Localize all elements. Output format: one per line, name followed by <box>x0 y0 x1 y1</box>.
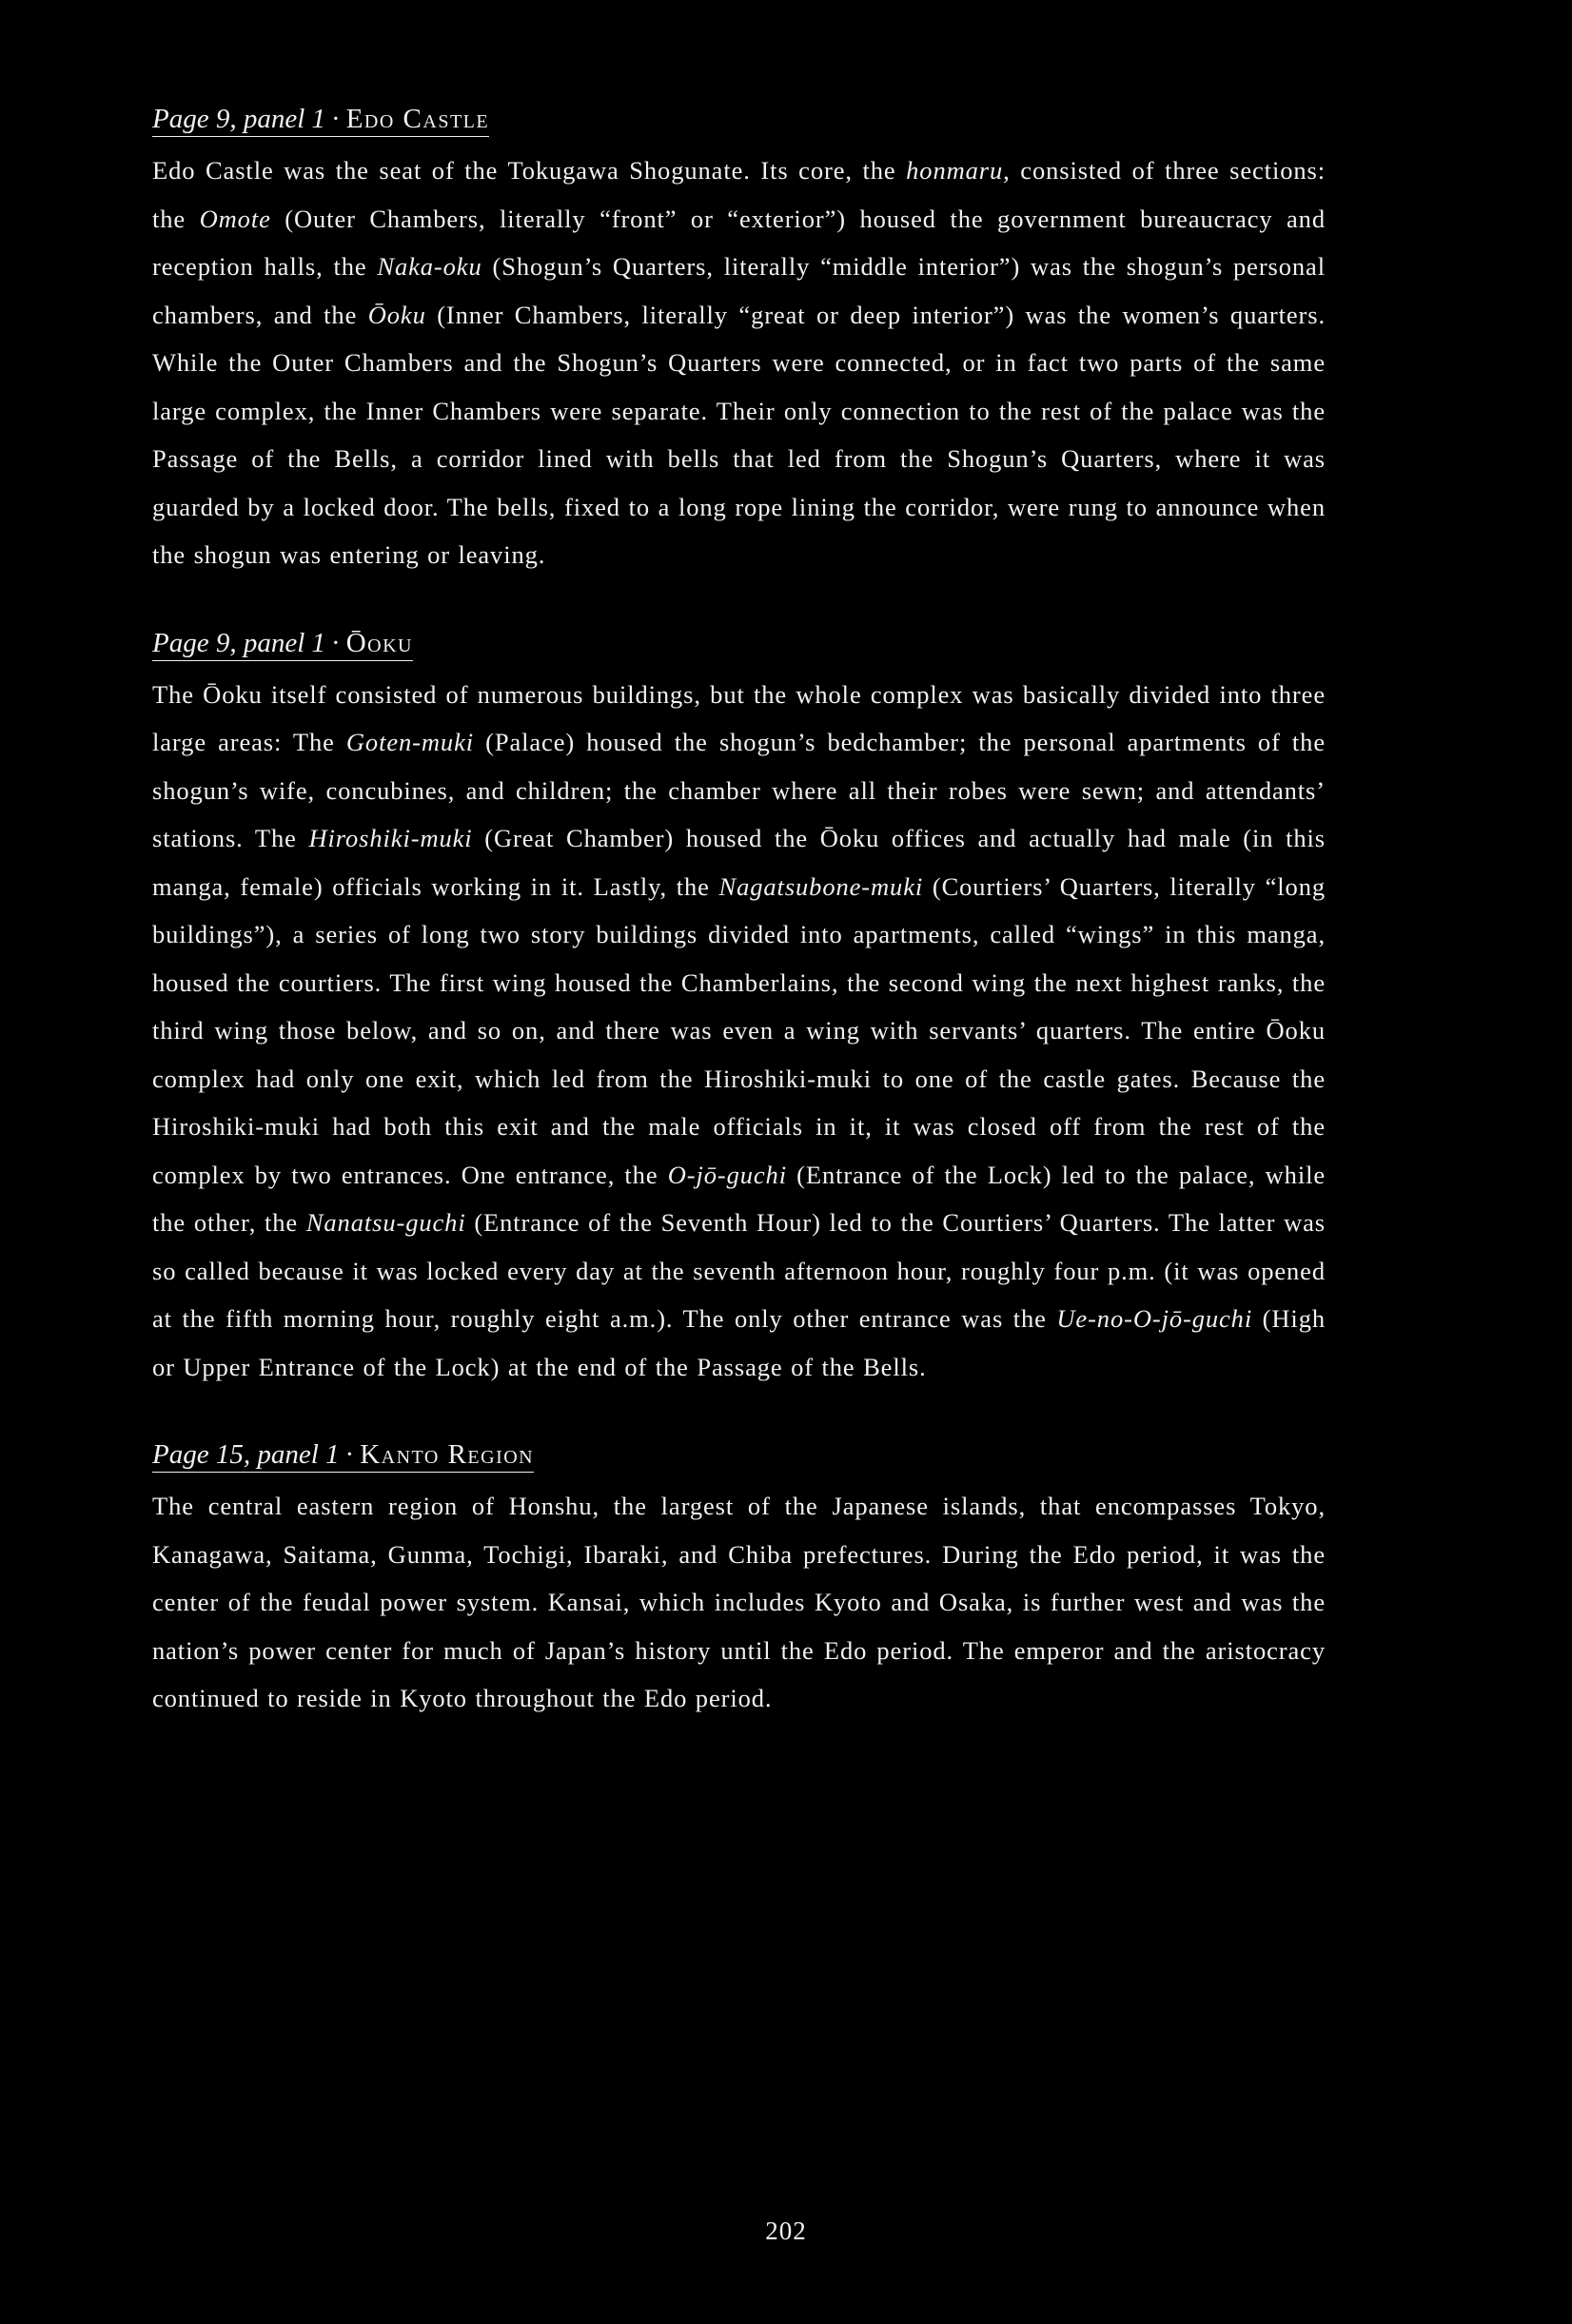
text-run: , consisted of three sections: the <box>152 156 1326 233</box>
note-edo-castle <box>152 103 1326 579</box>
text-run: (Shogun’s Quarters, literally “middle interior”) was the shogun’s personal chambers, and the <box>152 252 1326 329</box>
text-run: (Great Chamber) housed the Ōoku offices and actually had male (in this manga, female) officials working in it. Lastly, the <box>152 824 1326 901</box>
note-body <box>152 146 1326 579</box>
italic-term: Nanatsu-guchi <box>305 1208 466 1237</box>
text-run: (High or Upper Entrance of the Lock) at the end of the Passage of the Bells. <box>152 1304 1326 1381</box>
italic-term: Goten-muki <box>345 728 474 756</box>
heading-separator: · <box>331 104 341 134</box>
note-page-reference: Page 9, panel 1 <box>152 104 326 134</box>
italic-term: Nagatsubone-muki <box>718 871 924 901</box>
text-run: (Palace) housed the shogun’s bedchamber; the personal apartments of the shogun’s wife, concubines, and children; the chamber where all their robes were sewn; and attendants’ stations. The <box>152 728 1326 852</box>
note-heading <box>152 103 489 137</box>
text-run: (Entrance of the Lock) led to the palace, while the other, the <box>152 1160 1326 1237</box>
italic-term: O-jō-guchi <box>667 1160 787 1189</box>
note-page-reference: Page 15, panel 1 <box>152 1439 340 1470</box>
heading-separator: · <box>331 627 341 658</box>
text-run: (Inner Chambers, literally “great or deep interior”) was the women’s quarters. While the Outer Chambers and the Shogun’s Quarters were connected, or in fact two parts of the same large complex, the Inner Chambers were separate. Their only connection to the rest of the palace was the Passage of the Bells, a corridor lined with bells that led from the Shogun’s Quarters, where it was guarded by a locked door. The bells, fixed to a long rope lining the corridor, were rung to announce when the shogun was entering or leaving. <box>152 300 1326 569</box>
text-run: The Ōoku itself consisted of numerous buildings, but the whole complex was basically divided into three large areas: The <box>152 679 1326 756</box>
italic-term: Ōoku <box>367 300 426 329</box>
note-heading <box>152 1438 534 1473</box>
note-ooku <box>152 627 1326 1392</box>
glossary-page <box>152 103 1326 1723</box>
note-kanto-region <box>152 1438 1326 1723</box>
note-body <box>152 1482 1326 1723</box>
page-number: 202 <box>765 2217 807 2245</box>
text-run: Edo Castle was the seat of the Tokugawa Shogunate. Its core, the <box>152 156 907 185</box>
italic-term: honmaru <box>906 156 1004 185</box>
italic-term: Naka-oku <box>377 252 482 281</box>
note-body <box>152 671 1326 1392</box>
note-topic: Kanto Region <box>360 1439 535 1470</box>
note-heading <box>152 627 413 661</box>
text-run: (Outer Chambers, literally “front” or “exterior”) housed the government bureaucracy and reception halls, the <box>152 204 1326 281</box>
heading-separator: · <box>344 1439 355 1470</box>
italic-term: Hiroshiki-muki <box>308 824 473 852</box>
text-run: The central eastern region of Honshu, the largest of the Japanese islands, that encompasses Tokyo, Kanagawa, Saitama, Gunma, Tochigi, Ibaraki, and Chiba prefectures. During the Edo period, it was the center of the feudal power system. Kansai, which includes Kyoto and Osaka, is further west and was the nation’s power center for much of Japan’s history until the Edo period. The emperor and the aristocracy continued to reside in Kyoto throughout the Edo period. <box>152 1492 1326 1712</box>
text-run: (Courtiers’ Quarters, literally “long buildings”), a series of long two story buildings divided into apartments, called “wings” in this manga, housed the courtiers. The first wing housed the Chamberlains, the second wing the next highest ranks, the third wing those below, and so on, and there was even a wing with servants’ quarters. The entire Ōoku complex had only one exit, which led from the Hiroshiki-muki to one of the castle gates. Because the Hiroshiki-muki had both this exit and the male officials in it, it was closed off from the rest of the complex by two entrances. One entrance, the <box>152 871 1326 1189</box>
italic-term: Omote <box>199 204 271 233</box>
note-topic: Edo Castle <box>345 104 490 134</box>
italic-term: Ue-no-O-jō-guchi <box>1056 1304 1253 1333</box>
text-run: (Entrance of the Seventh Hour) led to the Courtiers’ Quarters. The latter was so called because it was locked every day at the seventh afternoon hour, roughly four p.m. (it was opened at the fifth morning hour, roughly eight a.m.). The only other entrance was the <box>152 1208 1326 1333</box>
note-page-reference: Page 9, panel 1 <box>152 627 326 658</box>
note-topic: Ōoku <box>345 627 413 658</box>
